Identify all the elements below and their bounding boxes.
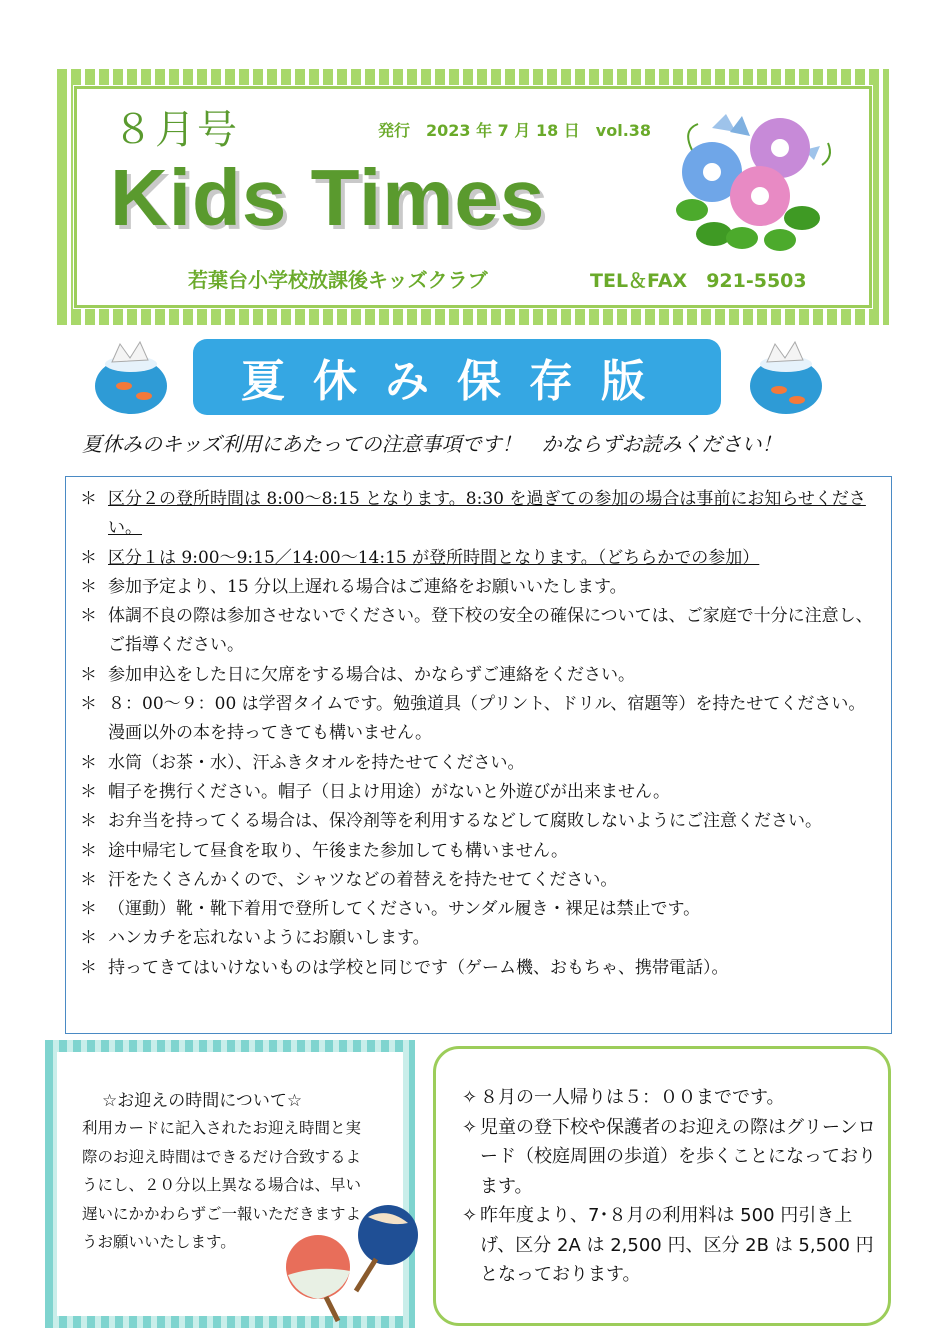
pickup-body: 利用カードに記入されたお迎え時間と実際のお迎え時間はできるだけ合致するようにし、２０分以上異なる場合は、早い遅いにかかわらずご一報いただきますようお願いいたします。 [82, 1119, 362, 1251]
uchiwa-fan-icon [280, 1205, 420, 1323]
newsletter-title: Kids Times [110, 153, 546, 242]
rule-text: 区分２の登所時間は 8:00～8:15 となります。8:30 を過ぎての参加の場合は事前にお知らせください。 [108, 489, 866, 539]
list-item: ＊ お弁当を持ってくる場合は、保冷剤等を利用するなどして腐敗しないようにご注意ください。 [80, 807, 873, 836]
list-item [462, 1113, 877, 1202]
club-name: 若葉台小学校放課後キッズクラブ [188, 268, 488, 292]
publication-info: 発行 2023 年 7 月 18 日 vol.38 [378, 121, 652, 140]
rule-text: 汗をたくさんかくので、シャツなどの着替えを持たせてください。 [108, 869, 618, 890]
info-text: 昨年度より、7･８月の利用料は 500 円引き上げ、区分 2A は 2,500 円、区分 2B は 5,500 円となっております。 [480, 1205, 874, 1285]
pickup-title: ☆お迎えの時間について☆ [102, 1091, 303, 1111]
list-item [462, 1083, 877, 1113]
sparkle-icon: ✧ [462, 1205, 478, 1226]
list-item: ＊ 参加申込をした日に欠席をする場合は、かならずご連絡をください。 [80, 661, 873, 690]
rule-text: ８：00～９：00 は学習タイムです。勉強道具（プリント、ドリル、宿題等）を持たせてください。漫画以外の本を持ってきても構いません。 [108, 694, 866, 744]
list-item: ＊ 途中帰宅して昼食を取り、午後また参加しても構いません。 [80, 837, 873, 866]
morning-glory-icon [672, 110, 842, 255]
rule-text: 区分１は 9:00～9:15／14:00～14:15 が登所時間となります。（どちらかでの参加） [108, 547, 760, 568]
rule-text: 水筒（お茶・水）、汗ふきタオルを持たせてください。 [108, 752, 525, 773]
list-item: ＊ ハンカチを忘れないようにお願いします。 [80, 924, 873, 953]
list-item: ＊ 持ってきてはいけないものは学校と同じです（ゲーム機、おもちゃ、携帯電話）。 [80, 954, 873, 983]
list-item [462, 1201, 877, 1290]
sparkle-icon: ✧ [462, 1087, 478, 1108]
rule-text: 帽子を携行ください。帽子（日よけ用途）がないと外遊びが出来ません。 [108, 781, 671, 802]
list-item: ＊ 帽子を携行ください。帽子（日よけ用途）がないと外遊びが出来ません。 [80, 778, 873, 807]
rule-text: ハンカチを忘れないようにお願いします。 [108, 928, 430, 949]
list-item: ＊ （運動）靴・靴下着用で登所してください。サンダル履き・裸足は禁止です。 [80, 895, 873, 924]
info-list [462, 1083, 877, 1290]
rule-text: 途中帰宅して昼食を取り、午後また参加しても構いません。 [108, 840, 569, 861]
rule-text: 参加申込をした日に欠席をする場合は、かならずご連絡をください。 [108, 664, 635, 685]
list-item: ＊ 体調不良の際は参加させないでください。登下校の安全の確保については、ご家庭で十分に注意し、ご指導ください。 [80, 602, 873, 661]
rule-text: 参加予定より、15 分以上遅れる場合はご連絡をお願いいたします。 [108, 576, 627, 597]
notice-subtitle: 夏休みのキッズ利用にあたっての注意事項です！ かならずお読みください！ [82, 432, 782, 456]
rule-text: 体調不良の際は参加させないでください。登下校の安全の確保については、ご家庭で十分に注意し、ご指導ください。 [108, 606, 873, 656]
tel-fax: TEL＆FAX 921-5503 [590, 270, 807, 292]
info-text: 児童の登下校や保護者のお迎えの際はグリーンロード（校庭周囲の歩道）を歩くことになっております。 [480, 1116, 876, 1197]
rules-list [66, 477, 891, 983]
rule-text: 持ってきてはいけないものは学校と同じです（ゲーム機、おもちゃ、携帯電話）。 [108, 957, 729, 978]
issue-label: ８月号 [113, 107, 239, 153]
goldfish-bowl-icon [745, 334, 827, 416]
info-text: ８月の一人帰りは５：００までです。 [480, 1087, 785, 1108]
list-item: ＊ 参加予定より、15 分以上遅れる場合はご連絡をお願いいたします。 [80, 573, 873, 602]
list-item: ＊ 区分１は 9:00～9:15／14:00～14:15 が登所時間となります。（どちらかでの参加） [80, 544, 873, 573]
list-item: ＊ 汗をたくさんかくので、シャツなどの着替えを持たせてください。 [80, 866, 873, 895]
banner-title: 夏休み保存版 [193, 339, 721, 415]
rules-box [65, 476, 892, 1034]
list-item: ＊ ８：00～９：00 は学習タイムです。勉強道具（プリント、ドリル、宿題等）を持たせてください。漫画以外の本を持ってきても構いません。 [80, 690, 873, 749]
sparkle-icon: ✧ [462, 1116, 478, 1138]
list-item: ＊ 区分２の登所時間は 8:00～8:15 となります。8:30 を過ぎての参加の場合は事前にお知らせください。 [80, 485, 873, 544]
list-item: ＊ 水筒（お茶・水）、汗ふきタオルを持たせてください。 [80, 749, 873, 778]
rule-text: （運動）靴・靴下着用で登所してください。サンダル履き・裸足は禁止です。 [108, 899, 701, 920]
rule-text: お弁当を持ってくる場合は、保冷剤等を利用するなどして腐敗しないようにご注意ください。 [108, 811, 822, 832]
goldfish-bowl-icon [90, 334, 172, 416]
